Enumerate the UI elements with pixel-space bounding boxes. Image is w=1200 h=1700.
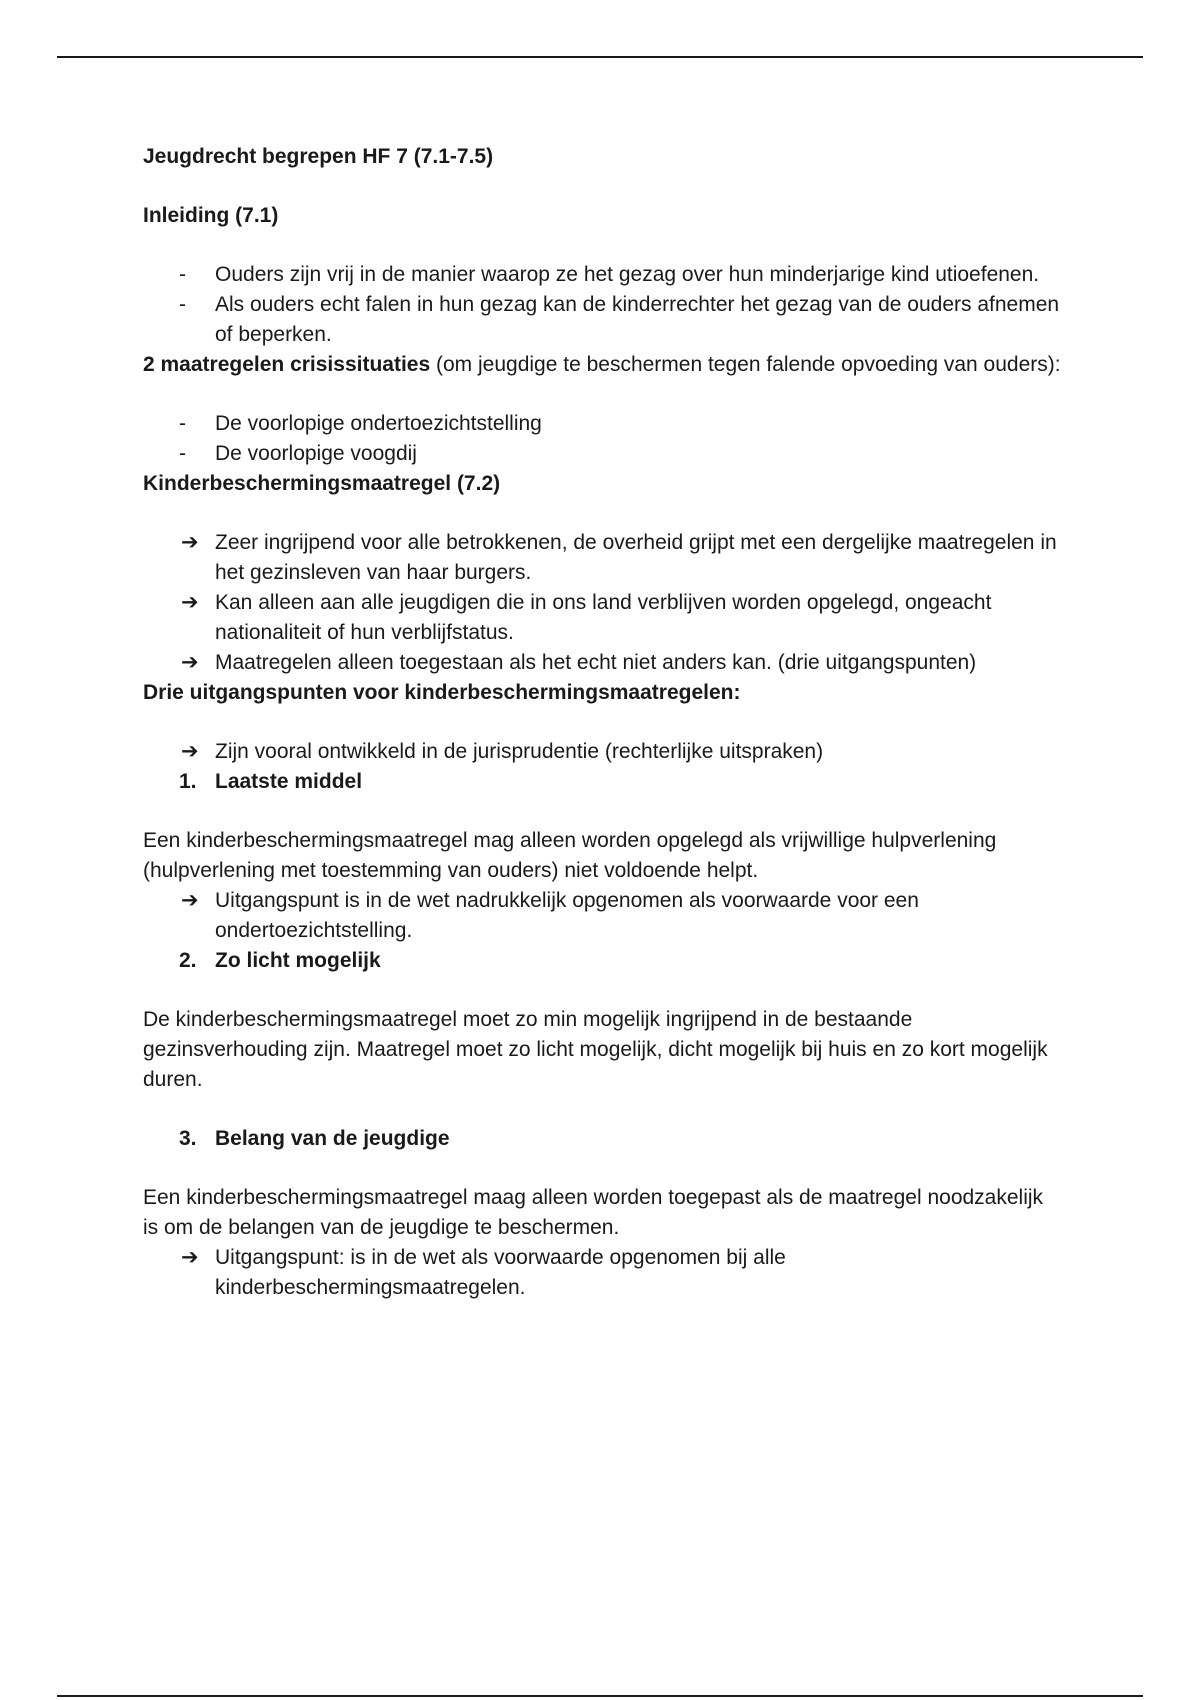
principle-text: De kinderbeschermingsmaatregel moet zo min mogelijk ingrijpend in de bestaande gezinsverhouding zijn. Maatregel moet zo licht mogelijk, dicht mogelijk bij huis en zo kort mogelijk duren. — [143, 1008, 1048, 1091]
dash-bullet: - — [179, 442, 186, 465]
crisis-list — [143, 409, 1063, 469]
bottom-rule — [57, 1695, 1143, 1697]
kbm-list — [143, 528, 1063, 678]
arrow-right-icon: ➔ — [181, 651, 199, 674]
principle-note-list — [143, 1243, 1063, 1303]
principle-note-list — [143, 886, 1063, 946]
top-rule — [57, 56, 1143, 58]
list-item — [143, 290, 1063, 350]
heading-crisis-rest: (om jeugdige te beschermen tegen falende opvoeding van ouders): — [430, 353, 1061, 376]
list-item-text: Uitgangspunt: is in de wet als voorwaarde opgenomen bij alle kinderbeschermingsmaatregelen. — [215, 1246, 786, 1299]
principle-text: Een kinderbeschermingsmaatregel mag alleen worden opgelegd als vrijwillige hulpverlening (hulpverlening met toestemming van ouders) niet voldoende helpt. — [143, 829, 997, 882]
principle-heading — [143, 946, 1063, 976]
list-item-text: Zeer ingrijpend voor alle betrokkenen, de overheid grijpt met een dergelijke maatregelen in het gezinsleven van haar burgers. — [215, 531, 1057, 584]
arrow-right-icon: ➔ — [181, 740, 199, 763]
list-item-text: Als ouders echt falen in hun gezag kan de kinderrechter het gezag van de ouders afnemen of beperken. — [215, 293, 1060, 346]
dash-bullet: - — [179, 263, 186, 286]
document-title: Jeugdrecht begrepen HF 7 (7.1-7.5) — [143, 145, 494, 168]
principle-number: 3. — [179, 1127, 197, 1150]
arrow-right-icon: ➔ — [181, 531, 199, 554]
principle-title: Laatste middel — [215, 770, 363, 793]
list-item-text: De voorlopige ondertoezichtstelling — [215, 412, 542, 435]
principle-title: Zo licht mogelijk — [215, 949, 381, 972]
intro-list — [143, 260, 1063, 350]
list-item-text: Ouders zijn vrij in de manier waarop ze het gezag over hun minderjarige kind utioefenen. — [215, 263, 1040, 286]
list-item-text: Zijn vooral ontwikkeld in de jurisprudentie (rechterlijke uitspraken) — [215, 740, 824, 763]
heading-kbm: Kinderbeschermingsmaatregel (7.2) — [143, 472, 501, 495]
list-item — [143, 439, 1063, 469]
list-item-text: Maatregelen alleen toegestaan als het echt niet anders kan. (drie uitgangspunten) — [215, 651, 977, 674]
list-item-text: Kan alleen aan alle jeugdigen die in ons land verblijven worden opgelegd, ongeacht nationaliteit of hun verblijfstatus. — [215, 591, 992, 644]
principle-title: Belang van de jeugdige — [215, 1127, 450, 1150]
list-item-text: Uitgangspunt is in de wet nadrukkelijk opgenomen als voorwaarde voor een ondertoezichtstelling. — [215, 889, 919, 942]
arrow-right-icon: ➔ — [181, 591, 199, 614]
dash-bullet: - — [179, 293, 186, 316]
heading-principles: Drie uitgangspunten voor kinderbeschermingsmaatregelen: — [143, 681, 741, 704]
document-body — [143, 142, 1063, 1303]
list-item-text: De voorlopige voogdij — [215, 442, 417, 465]
list-item — [143, 1243, 1063, 1303]
list-item — [143, 588, 1063, 648]
list-item — [143, 409, 1063, 439]
principle-number: 2. — [179, 949, 197, 972]
arrow-right-icon: ➔ — [181, 1246, 199, 1269]
list-item — [143, 528, 1063, 588]
heading-crisis-bold: 2 maatregelen crisissituaties — [143, 353, 431, 376]
dash-bullet: - — [179, 412, 186, 435]
list-item — [143, 648, 1063, 678]
list-item — [143, 260, 1063, 290]
arrow-right-icon: ➔ — [181, 889, 199, 912]
list-item — [143, 737, 1063, 767]
principle-number: 1. — [179, 770, 197, 793]
heading-crisis — [143, 350, 1063, 380]
list-item — [143, 886, 1063, 946]
principle-heading — [143, 767, 1063, 797]
principles-list — [143, 737, 1063, 767]
principle-heading — [143, 1124, 1063, 1154]
principle-text: Een kinderbeschermingsmaatregel maag alleen worden toegepast als de maatregel noodzakelijk is om de belangen van de jeugdige te beschermen. — [143, 1186, 1044, 1239]
heading-inleiding: Inleiding (7.1) — [143, 204, 279, 227]
